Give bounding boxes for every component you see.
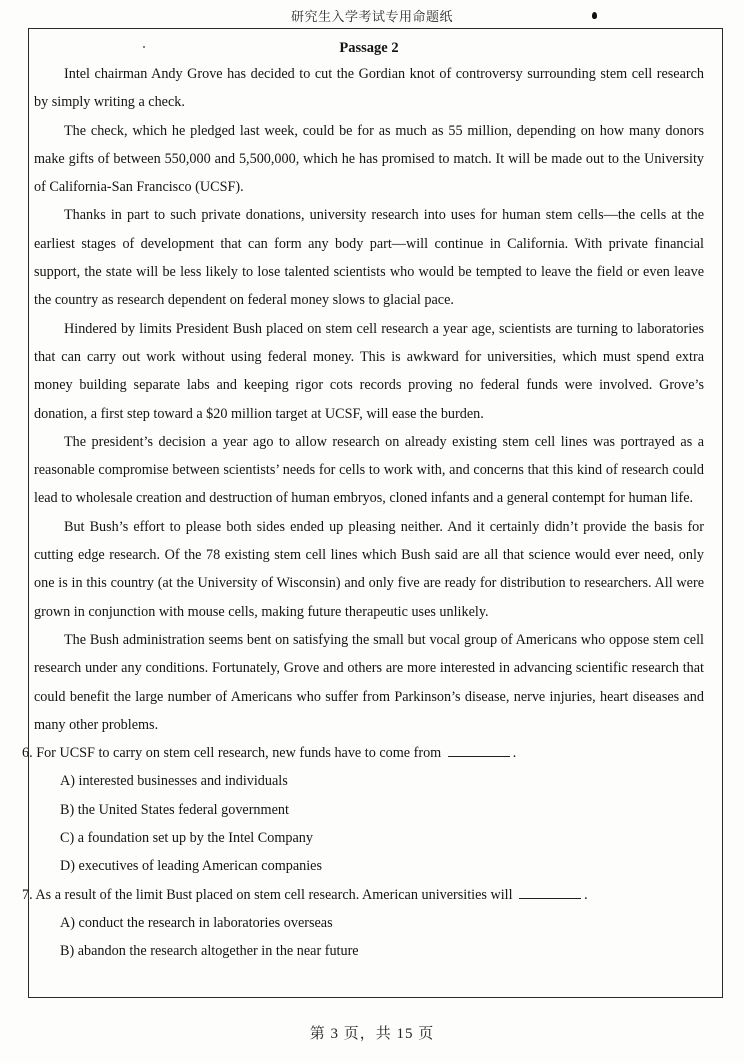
question-option: A) interested businesses and individuals bbox=[60, 773, 288, 790]
passage-paragraph: Hindered by limits President Bush placed on stem cell research a year age, scientists are turning to laboratories that can carry out work without using federal money. This is awkward for universities, which must spend extra money building separate labs and keeping rigor cots records proving no federal funds were involved. Grove’s donation, a first step toward a $20 million target at UCSF, will ease the burden. bbox=[34, 320, 704, 422]
answer-blank bbox=[519, 886, 581, 899]
answer-blank bbox=[448, 744, 510, 757]
question-option: C) a foundation set up by the Intel Company bbox=[60, 830, 313, 847]
page-header bbox=[0, 0, 744, 28]
passage-paragraph: The president’s decision a year ago to allow research on already existing stem cell lines was portrayed as a reasonable compromise between scientists’ needs for cells to work with, and concerns that this kind of research could lead to wholesale creation and destruction of human embryos, cloned infants and a general contempt for human life. bbox=[34, 433, 704, 507]
passage-paragraph: The check, which he pledged last week, could be for as much as 55 million, depending on how many donors make gifts of between 550,000 and 5,500,000, which he has promised to match. It will be made out to the University of California-San Francisco (UCSF). bbox=[34, 122, 704, 196]
question-end: . bbox=[584, 886, 588, 903]
passage-paragraph: Thanks in part to such private donations, university research into uses for human stem cells—the cells at the earliest stages of development that can form any body part—will continue in California. With private financial support, the state will be less likely to lose talented scientists who would be tempted to leave the field or even leave the country as research dependent on federal money slows to glacial pace. bbox=[34, 207, 704, 309]
scan-speck bbox=[143, 46, 145, 48]
question-option: B) the United States federal government bbox=[60, 801, 289, 818]
question-option: B) abandon the research altogether in the near future bbox=[60, 943, 359, 960]
question-stem: 7. As a result of the limit Bust placed on stem cell research. American universities will bbox=[22, 886, 513, 903]
question-7 bbox=[22, 881, 704, 909]
question-option: A) conduct the research in laboratories overseas bbox=[60, 914, 333, 931]
exam-content bbox=[22, 36, 704, 966]
question-stem: 6. For UCSF to carry on stem cell research, new funds have to come from bbox=[22, 745, 442, 762]
header-ink-mark bbox=[592, 12, 597, 19]
question-end: . bbox=[512, 745, 517, 762]
passage-paragraph: The Bush administration seems bent on satisfying the small but vocal group of Americans who oppose stem cell research under any conditions. Fortunately, Grove and others are more interested in advancing scientific research that could benefit the large number of Americans who suffer from Parkinson’s disease, nerve injuries, heart diseases and many other problems. bbox=[34, 631, 704, 733]
passage-paragraph: But Bush’s effort to please both sides ended up pleasing neither. And it certainly didn’t provide the basis for cutting edge research. Of the 78 existing stem cell lines which Bush said are all that science would ever need, only one is in this country (at the University of Wisconsin) and only five are ready for distribution to researchers. All were grown in conjunction with mouse cells, making future therapeutic uses unlikely. bbox=[34, 518, 704, 620]
question-6 bbox=[22, 739, 704, 767]
header-title: 研究生入学考试专用命题纸 bbox=[290, 10, 453, 25]
passage-title: Passage 2 bbox=[339, 40, 399, 56]
question-option: D) executives of leading American companies bbox=[60, 858, 322, 875]
page-number: 第 3 页，共 15 页 bbox=[309, 1026, 435, 1042]
passage-paragraph: Intel chairman Andy Grove has decided to cut the Gordian knot of controversy surrounding stem cell research by simply writing a check. bbox=[34, 66, 704, 111]
